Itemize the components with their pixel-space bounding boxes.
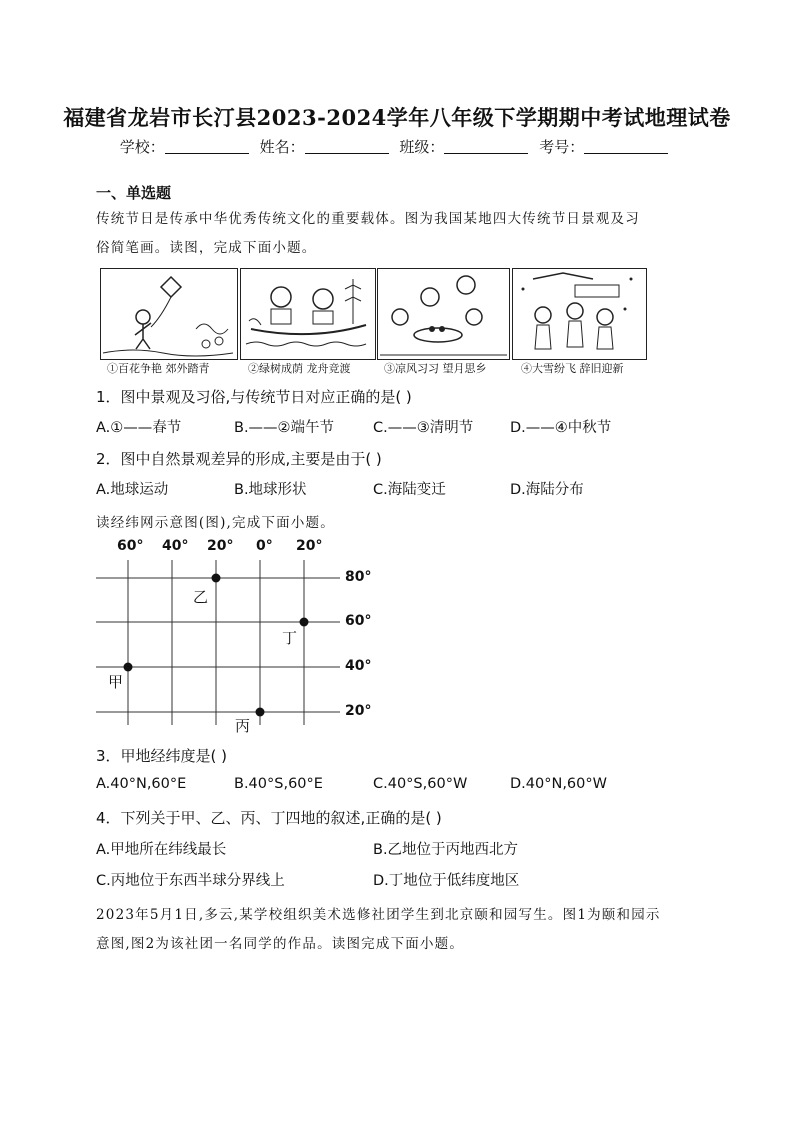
- grid-lines: [96, 560, 340, 725]
- q4-option-a[interactable]: A.甲地所在纬线最长: [96, 842, 227, 858]
- q1-option-c[interactable]: C.——③清明节: [373, 420, 474, 436]
- lon-label-40w: 40°: [162, 538, 189, 554]
- intro-paragraph-3a: 2023年5月1日,多云,某学校组织美术选修社团学生到北京颐和园写生。图1为颐和园示: [96, 907, 661, 923]
- name-label: 姓名：: [259, 138, 305, 156]
- intro-paragraph-3b: 意图,图2为该社团一名同学的作品。读图完成下面小题。: [96, 936, 465, 952]
- lon-label-0: 0°: [256, 538, 273, 554]
- q2-option-a[interactable]: A.地球运动: [96, 482, 169, 498]
- q3-option-d[interactable]: D.40°N,60°W: [510, 776, 607, 792]
- q4-option-c[interactable]: C.丙地位于东西半球分界线上: [96, 873, 285, 889]
- point-jia-label: 甲: [108, 673, 124, 691]
- lon-label-60w: 60°: [117, 538, 144, 554]
- q3-option-a[interactable]: A.40°N,60°E: [96, 776, 187, 792]
- lat-label-60: 60°: [345, 613, 372, 629]
- q3-option-b[interactable]: B.40°S,60°E: [234, 776, 323, 792]
- class-label: 班级：: [399, 138, 445, 156]
- lat-label-20: 20°: [345, 703, 372, 719]
- lon-label-20w: 20°: [207, 538, 234, 554]
- intro-paragraph-2: 读经纬网示意图(图),完成下面小题。: [96, 515, 335, 531]
- point-bing-marker: [256, 708, 265, 717]
- caption-4: ④大雪纷飞 辞旧迎新: [521, 362, 624, 375]
- caption-2: ②绿树成荫 龙舟竞渡: [248, 362, 351, 375]
- q4-option-b[interactable]: B.乙地位于丙地西北方: [373, 842, 519, 858]
- point-yi-marker: [212, 574, 221, 583]
- q1-option-a[interactable]: A.①——春节: [96, 420, 182, 436]
- caption-1: ①百花争艳 郊外踏青: [107, 362, 210, 375]
- school-label: 学校：: [119, 138, 165, 156]
- lat-label-40: 40°: [345, 658, 372, 674]
- q4-option-d[interactable]: D.丁地位于低纬度地区: [373, 873, 520, 889]
- q2-option-d[interactable]: D.海陆分布: [510, 482, 584, 498]
- q1-option-d[interactable]: D.——④中秋节: [510, 420, 612, 436]
- question-1-stem: 1．图中景观及习俗,与传统节日对应正确的是( ): [96, 388, 412, 406]
- question-2-stem: 2．图中自然景观差异的形成,主要是由于( ): [96, 450, 382, 468]
- question-4-stem: 4．下列关于甲、乙、丙、丁四地的叙述,正确的是( ): [96, 809, 442, 827]
- page-title: 福建省龙岩市长汀县2023-2024学年八年级下学期期中考试地理试卷: [63, 105, 731, 130]
- q3-option-c[interactable]: C.40°S,60°W: [373, 776, 468, 792]
- section-heading: 一、单选题: [96, 184, 172, 202]
- number-label: 考号：: [539, 138, 585, 156]
- point-ding-label: 丁: [282, 629, 298, 647]
- point-ding-marker: [300, 618, 309, 627]
- point-bing-label: 丙: [235, 717, 251, 735]
- lat-label-80: 80°: [345, 569, 372, 585]
- question-3-stem: 3．甲地经纬度是( ): [96, 747, 228, 765]
- point-yi-label: 乙: [193, 588, 209, 606]
- q2-option-c[interactable]: C.海陆变迁: [373, 482, 446, 498]
- q2-option-b[interactable]: B.地球形状: [234, 482, 307, 498]
- intro-paragraph-1a: 传统节日是传承中华优秀传统文化的重要载体。图为我国某地四大传统节日景观及习: [96, 211, 640, 227]
- lon-label-20e: 20°: [296, 538, 323, 554]
- q1-option-b[interactable]: B.——②端午节: [234, 420, 335, 436]
- intro-paragraph-1b: 俗简笔画。读图，完成下面小题。: [96, 240, 317, 256]
- point-jia-marker: [124, 663, 133, 672]
- caption-3: ③凉风习习 望月思乡: [384, 362, 487, 375]
